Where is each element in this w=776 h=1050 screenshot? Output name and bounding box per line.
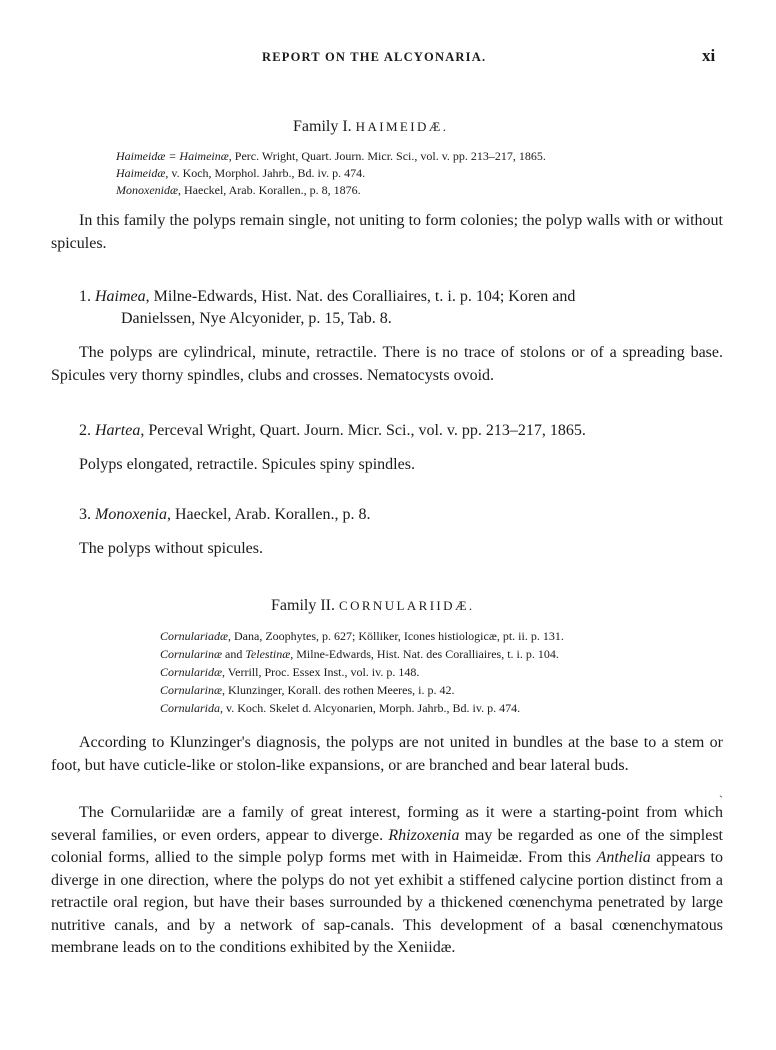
family-2-synonym <box>160 645 559 663</box>
running-head <box>0 46 776 70</box>
page-number: xi <box>702 46 716 65</box>
synonym-ref: , v. Koch, Morphol. Jahrb., Bd. iv. p. 474. <box>165 166 366 180</box>
family-1-synonym <box>116 181 361 199</box>
genus-number: 2. <box>79 422 91 439</box>
synonym-ref: , Dana, Zoophytes, p. 627; Kölliker, Icones histiologicæ, pt. ii. p. 131. <box>228 629 564 643</box>
synonym-name: Cornulariadæ <box>160 629 229 643</box>
paragraph-text: appears to diverge in one direction, where the polyps do not yet exhibit a stiffened calycine portion distinct from a retractile oral region, but have their bases surrounded by a thickened cœnenchyma penetrated by large nutritive canals, and by a network of sap-canals. This development of a basal cœnenchymatous membrane leads on to the conditions exhibited by the Xeniidæ. <box>51 849 723 956</box>
synonym-name: Haimeidæ <box>116 166 166 180</box>
paragraph-text: The Cornulariidæ are a family of great interest, forming as it were a starting-point from which several families, or even orders, appear to diverge. <box>51 804 723 844</box>
synonym-name-2: Telestinæ <box>245 647 291 661</box>
genus-description: Polyps elongated, retractile. Spicules spiny spindles. <box>79 456 415 473</box>
genus-name: Haimea <box>95 288 146 305</box>
synonym-name: Monoxenidæ <box>116 183 178 197</box>
family-1-heading <box>293 118 448 136</box>
genus-reference-continued: Danielssen, Nye Alcyonider, p. 15, Tab. 8. <box>121 310 392 327</box>
synonym-conjunction: and <box>222 647 246 661</box>
genus-name: Monoxenia <box>95 506 167 523</box>
family-2-paragraph-1: According to Klunzinger's diagnosis, the polyps are not united in bundles at the base to a stem or foot, but have cuticle-like or stolon-like expansions, or are branched and bear lateral buds. <box>51 734 723 774</box>
genus-name-anthelia: Anthelia <box>596 849 651 866</box>
genus-reference: , Perceval Wright, Quart. Journ. Micr. Sci., vol. v. pp. 213–217, 1865. <box>140 422 586 439</box>
genus-entry <box>79 286 575 309</box>
synonym-name: Cornularida <box>160 701 221 715</box>
synonym-name: Cornularinæ <box>160 647 223 661</box>
genus-number: 3. <box>79 506 91 523</box>
family-1-prefix: Family I. <box>293 118 352 135</box>
synonym-ref: , Milne-Edwards, Hist. Nat. des Coralliaires, t. i. p. 104. <box>290 647 559 661</box>
synonym-name: Cornularidæ <box>160 665 223 679</box>
synonym-ref: , Haeckel, Arab. Korallen., p. 8, 1876. <box>178 183 361 197</box>
genus-name-rhizoxenia: Rhizoxenia <box>388 826 460 844</box>
synonym-ref: , Klunzinger, Korall. des rothen Meeres, i. p. 42. <box>222 683 455 697</box>
family-1-name: HAIMEIDÆ. <box>355 119 449 134</box>
family-2-synonym <box>160 627 564 645</box>
paragraph-text: may be regarded as one of the simplest colonial forms, allied to the simple polyp forms met with in Haimeidæ. From this <box>51 826 723 866</box>
family-2-synonym <box>160 699 520 717</box>
genus-entry <box>79 504 370 527</box>
stray-mark: ˎ <box>719 784 723 798</box>
genus-name: Hartea <box>95 422 141 439</box>
family-1-synonym <box>116 147 546 165</box>
family-2-prefix: Family II. <box>271 597 335 614</box>
synonym-ref: , Verrill, Proc. Essex Inst., vol. iv. p. 148. <box>222 665 420 679</box>
synonym-ref: , Perc. Wright, Quart. Journ. Micr. Sci., vol. v. pp. 213–217, 1865. <box>228 149 546 163</box>
family-2-name: CORNULARIIDÆ. <box>339 598 475 613</box>
genus-description: The polyps without spicules. <box>79 540 263 557</box>
family-1-synonym <box>116 164 365 182</box>
family-2-synonym <box>160 663 419 681</box>
genus-entry <box>79 420 586 443</box>
synonym-name: Cornularinæ <box>160 683 223 697</box>
family-2-heading <box>271 597 475 615</box>
synonym-ref: , v. Koch. Skelet d. Alcyonarien, Morph. Jahrb., Bd. iv. p. 474. <box>220 701 521 715</box>
family-2-paragraph-2 <box>51 802 723 960</box>
genus-reference: , Milne-Edwards, Hist. Nat. des Coralliaires, t. i. p. 104; Koren and <box>145 288 576 305</box>
synonym-name: Haimeidæ = Haimeinæ <box>116 149 229 163</box>
genus-description: The polyps are cylindrical, minute, retractile. There is no trace of stolons or of a spreading base. Spicules very thorny spindles, clubs and crosses. Nematocysts ovoid. <box>51 344 723 384</box>
family-1-description: In this family the polyps remain single, not uniting to form colonies; the polyp walls with or without spicules. <box>51 212 723 252</box>
genus-number: 1. <box>79 288 91 305</box>
running-title: REPORT ON THE ALCYONARIA. <box>262 50 487 64</box>
family-2-synonym <box>160 681 454 699</box>
genus-reference: , Haeckel, Arab. Korallen., p. 8. <box>166 506 371 523</box>
